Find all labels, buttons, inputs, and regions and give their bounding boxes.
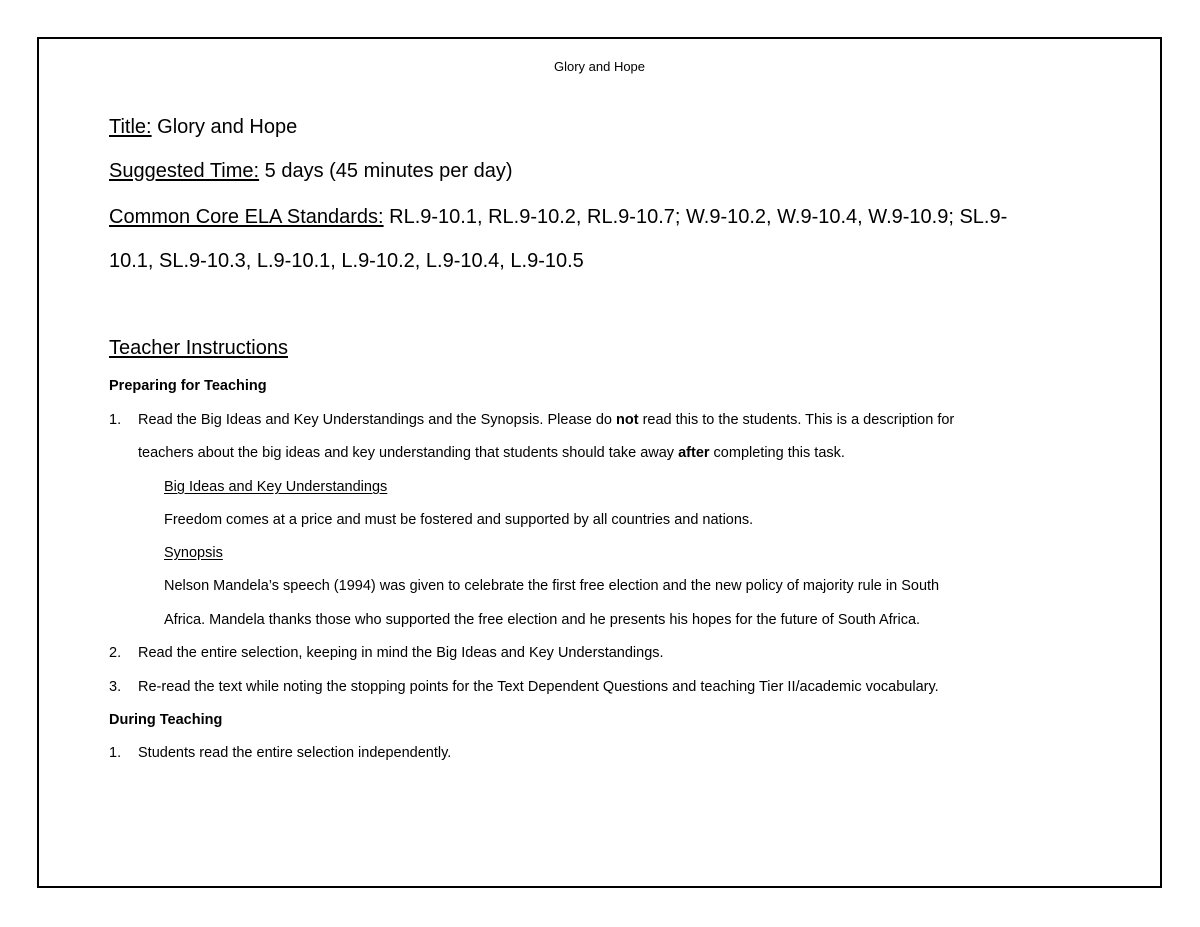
list-number: 2. xyxy=(109,645,122,661)
prep-item-1-line-2 xyxy=(138,445,845,461)
prep-item-1-line-1 xyxy=(109,412,954,428)
synopsis-line-2: Africa. Mandela thanks those who supported the free election and he presents his hopes for the future of South Africa. xyxy=(164,612,921,628)
prep-item-1-text-b: read this to the students. This is a description for xyxy=(638,412,955,428)
synopsis-heading: Synopsis xyxy=(164,545,223,561)
emphasis-after: after xyxy=(678,445,710,461)
standards-line-2: 10.1, SL.9-10.3, L.9-10.1, L.9-10.2, L.9-10.4, L.9-10.5 xyxy=(109,250,584,272)
document-page xyxy=(37,37,1162,888)
during-heading: During Teaching xyxy=(109,712,223,728)
during-item-1-text: Students read the entire selection independently. xyxy=(138,745,452,761)
standards-value-1: RL.9-10.1, RL.9-10.2, RL.9-10.7; W.9-10.2, W.9-10.4, W.9-10.9; SL.9- xyxy=(383,206,1008,228)
standards-line-1 xyxy=(109,206,1007,229)
during-item-1 xyxy=(109,745,451,761)
prep-item-2 xyxy=(109,645,664,661)
suggested-time-line xyxy=(109,160,513,183)
big-ideas-text: Freedom comes at a price and must be fostered and supported by all countries and nations. xyxy=(164,512,754,528)
emphasis-not: not xyxy=(616,412,639,428)
title-label: Title: xyxy=(109,116,152,138)
teacher-instructions-heading: Teacher Instructions xyxy=(109,337,288,359)
prep-item-1-text-d: completing this task. xyxy=(709,445,845,461)
list-number: 1. xyxy=(109,412,122,428)
list-number: 1. xyxy=(109,745,122,761)
prep-item-1-text-c: teachers about the big ideas and key understanding that students should take away xyxy=(138,445,679,461)
time-value: 5 days (45 minutes per day) xyxy=(259,160,513,182)
prep-item-3-text: Re-read the text while noting the stopping points for the Text Dependent Questions and teaching Tier II/academic vocabulary. xyxy=(138,679,939,695)
standards-label: Common Core ELA Standards: xyxy=(109,206,384,228)
preparing-heading: Preparing for Teaching xyxy=(109,378,267,394)
big-ideas-heading: Big Ideas and Key Understandings xyxy=(164,479,388,495)
running-header: Glory and Hope xyxy=(553,59,646,74)
prep-item-2-text: Read the entire selection, keeping in mind the Big Ideas and Key Understandings. xyxy=(138,645,664,661)
title-value: Glory and Hope xyxy=(151,116,298,138)
synopsis-line-1: Nelson Mandela’s speech (1994) was given to celebrate the first free election and the new policy of majority rule in South xyxy=(164,578,940,594)
title-line xyxy=(109,116,297,139)
list-number: 3. xyxy=(109,679,122,695)
time-label: Suggested Time: xyxy=(109,160,260,182)
prep-item-3 xyxy=(109,679,939,695)
prep-item-1-text-a: Read the Big Ideas and Key Understandings and the Synopsis. Please do xyxy=(138,412,617,428)
